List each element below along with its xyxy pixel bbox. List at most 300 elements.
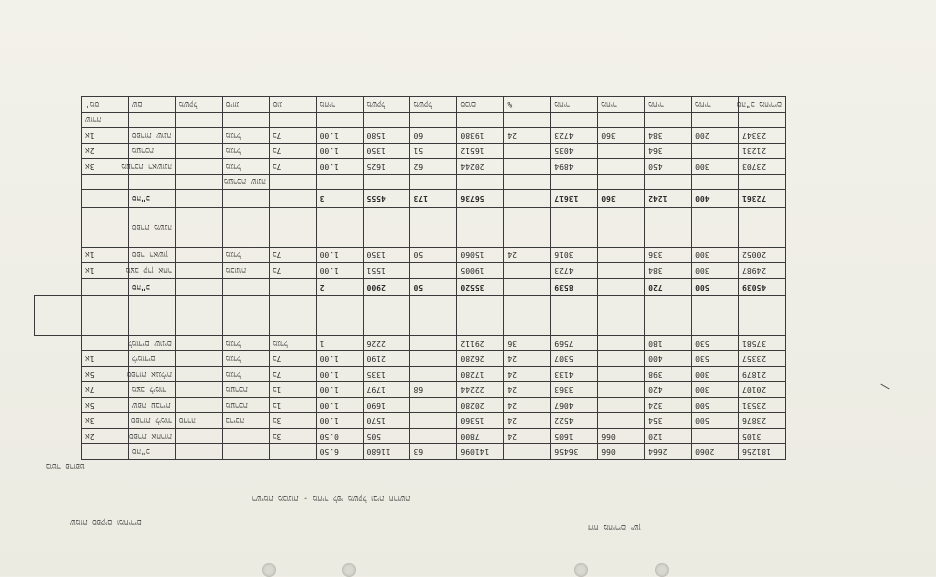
table-cell (598, 397, 645, 413)
punch-hole (655, 563, 669, 577)
table-cell: 23876 (739, 413, 786, 429)
table-cell: למודים שונים (128, 335, 175, 351)
table-cell (269, 296, 316, 335)
table-cell: 23703 (739, 159, 786, 175)
table-cell (222, 428, 269, 444)
table-cell: 1570 (363, 413, 410, 429)
table-cell: 7ב (269, 263, 316, 279)
table-cell: 24 (504, 413, 551, 429)
table-cell (739, 112, 786, 128)
table-cell: ספרת אחרות (128, 428, 175, 444)
table-cell: 200 (692, 128, 739, 144)
table-cell: 1א (81, 351, 128, 367)
table-cell (598, 382, 645, 398)
table-cell: 384 (645, 128, 692, 144)
table-row (35, 351, 786, 367)
table-row (35, 263, 786, 279)
table-cell (81, 444, 128, 460)
table-cell (363, 112, 410, 128)
table-cell (598, 296, 645, 335)
table-cell (410, 366, 457, 382)
data-table-rotated (34, 96, 786, 460)
table-cell: 7ב (269, 128, 316, 144)
table-cell (692, 296, 739, 335)
table-cell: סדרה (175, 413, 222, 429)
table-cell: 1א (81, 247, 128, 263)
footer-left: שמות ספקים ומחירים (70, 518, 142, 527)
table-cell: 1551 (363, 263, 410, 279)
table-cell (504, 263, 551, 279)
table-cell: 1580 (363, 128, 410, 144)
table-cell (551, 208, 598, 247)
table-row (35, 278, 786, 296)
table-cell: 364 (645, 143, 692, 159)
table-cell (410, 351, 457, 367)
table-cell (175, 444, 222, 460)
table-cell: סיווג (222, 97, 269, 113)
table-cell: סה"כ (128, 190, 175, 208)
table-cell: 1ב (269, 382, 316, 398)
table-cell: 1א (81, 128, 128, 144)
table-cell: סוג (269, 97, 316, 113)
table-cell: שורה (81, 112, 128, 128)
table-cell: 1350 (363, 143, 410, 159)
table-row (35, 335, 786, 351)
table-cell (410, 397, 457, 413)
table-cell (81, 174, 128, 190)
table-cell (598, 247, 645, 263)
table-cell (410, 335, 457, 351)
table-cell: 181256 (739, 444, 786, 460)
table-cell: סה"כ מחירים (739, 97, 786, 113)
table-cell: סה"כ (128, 444, 175, 460)
table-cell (316, 112, 363, 128)
table-cell (128, 174, 175, 190)
table-cell: 19380 (457, 128, 504, 144)
table-cell: מערכת (128, 143, 175, 159)
table-row (35, 190, 786, 208)
table-cell (410, 112, 457, 128)
table-cell: 300 (692, 263, 739, 279)
table-cell: 15060 (457, 247, 504, 263)
table-cell: 50 (410, 278, 457, 296)
table-cell: 56736 (457, 190, 504, 208)
table-cell: 4522 (551, 413, 598, 429)
table-cell: 7ב (269, 366, 316, 382)
table-cell: 23531 (739, 397, 786, 413)
table-cell: 1א (81, 263, 128, 279)
table-cell (175, 112, 222, 128)
table-cell: 1242 (645, 190, 692, 208)
table-cell: סכום (457, 97, 504, 113)
table-cell: 4555 (363, 190, 410, 208)
table-cell: בריכה (222, 413, 269, 429)
table-cell: 24 (504, 397, 551, 413)
table-cell (504, 296, 551, 335)
table-cell: 20280 (457, 397, 504, 413)
table-cell: שם (128, 97, 175, 113)
table-cell (504, 208, 551, 247)
table-cell (504, 143, 551, 159)
table-cell: 324 (645, 397, 692, 413)
table-cell (316, 174, 363, 190)
table-cell: מגדל (222, 335, 269, 351)
data-table (34, 96, 786, 460)
table-cell: משקל (410, 97, 457, 113)
table-cell: 35520 (457, 278, 504, 296)
table-cell (504, 112, 551, 128)
table-cell: ספר ראשון (128, 247, 175, 263)
table-cell: 1ב (269, 397, 316, 413)
table-cell (128, 296, 175, 335)
table-cell: מצב קרן אחר (128, 263, 175, 279)
table-cell (739, 174, 786, 190)
table-cell (222, 190, 269, 208)
table-cell (269, 174, 316, 190)
table-cell: ספרת משנה (128, 208, 175, 247)
table-cell: 2060 (692, 444, 739, 460)
table-cell: 7ב (269, 247, 316, 263)
table-cell: 2664 (645, 444, 692, 460)
table-cell: 720 (645, 278, 692, 296)
table-cell: מערכת ראשונה (128, 159, 175, 175)
table-cell (81, 335, 128, 351)
table-row (35, 143, 786, 159)
table-cell: 3ב (269, 413, 316, 429)
table-cell: 450 (645, 159, 692, 175)
table-cell (175, 278, 222, 296)
table-cell: 0.50 (316, 428, 363, 444)
table-cell (81, 208, 128, 247)
table-cell: 300 (692, 247, 739, 263)
table-cell: מגדל (222, 128, 269, 144)
table-cell (175, 397, 222, 413)
table-cell: 24 (504, 366, 551, 382)
table-cell: 24987 (739, 263, 786, 279)
table-cell: 3א (81, 413, 128, 429)
table-cell (222, 296, 269, 335)
table-cell: 1605 (551, 428, 598, 444)
table-cell: 13617 (551, 190, 598, 208)
table-cell: 1.00 (316, 413, 363, 429)
table-cell: 066 (598, 428, 645, 444)
table-cell (175, 366, 222, 382)
table-cell: 1.00 (316, 263, 363, 279)
table-cell: 384 (645, 263, 692, 279)
table-row (35, 382, 786, 398)
table-cell (363, 174, 410, 190)
table-cell (175, 263, 222, 279)
table-cell (222, 112, 269, 128)
table-cell: 500 (692, 278, 739, 296)
table-cell: 62 (410, 159, 457, 175)
table-cell: מחיר (692, 97, 739, 113)
table-cell (222, 208, 269, 247)
table-cell: 300 (692, 382, 739, 398)
table-cell (504, 159, 551, 175)
table-cell: 400 (645, 351, 692, 367)
table-cell (739, 296, 786, 335)
table-cell (175, 335, 222, 351)
table-cell: מגדל (269, 335, 316, 351)
table-cell: 1.00 (316, 366, 363, 382)
table-cell: 173 (410, 190, 457, 208)
footer-right: דוח מחירים ישן (588, 523, 641, 532)
table-cell (175, 247, 222, 263)
pen-mark (880, 384, 889, 390)
table-cell: 1797 (363, 382, 410, 398)
table-cell: 2190 (363, 351, 410, 367)
table-row (35, 128, 786, 144)
table-cell (81, 190, 128, 208)
table-cell (222, 278, 269, 296)
table-cell: ספרות שונה (128, 128, 175, 144)
table-row (35, 159, 786, 175)
table-cell: 16512 (457, 143, 504, 159)
punch-hole (262, 563, 276, 577)
table-cell: לימודים (128, 351, 175, 367)
table-cell: 6.50 (316, 444, 363, 460)
table-cell: 72361 (739, 190, 786, 208)
table-cell (175, 382, 222, 398)
table-cell (81, 296, 128, 335)
table-cell: 420 (645, 382, 692, 398)
table-cell (269, 112, 316, 128)
table-cell: 20244 (457, 159, 504, 175)
table-row (35, 397, 786, 413)
table-cell (551, 174, 598, 190)
table-cell: 24 (504, 428, 551, 444)
table-cell: 398 (645, 366, 692, 382)
table-cell: ספרות אנגלית (128, 366, 175, 382)
table-cell: 180 (645, 335, 692, 351)
table-cell: 141096 (457, 444, 504, 460)
table-cell: מחיר (551, 97, 598, 113)
table-cell: 354 (645, 413, 692, 429)
table-row (35, 174, 786, 190)
table-cell (739, 208, 786, 247)
table-cell (175, 143, 222, 159)
table-cell: 5א (81, 366, 128, 382)
table-cell: 3 (316, 190, 363, 208)
table-cell: 24 (504, 128, 551, 144)
table-cell (598, 366, 645, 382)
table-cell (35, 296, 82, 335)
table-row (35, 413, 786, 429)
table-cell (269, 278, 316, 296)
table-cell: 1.00 (316, 247, 363, 263)
table-cell: מערכת (222, 382, 269, 398)
table-cell (175, 128, 222, 144)
table-cell (551, 296, 598, 335)
table-cell: 1625 (363, 159, 410, 175)
table-cell (598, 159, 645, 175)
table-cell: מכונות (222, 263, 269, 279)
punch-hole (342, 563, 356, 577)
table-cell (128, 112, 175, 128)
table-cell: משקל (363, 97, 410, 113)
table-cell: 5307 (551, 351, 598, 367)
table-cell: 45039 (739, 278, 786, 296)
table-cell (410, 208, 457, 247)
table-cell: 1 (316, 335, 363, 351)
table-cell: מגדל (222, 366, 269, 382)
table-cell (457, 208, 504, 247)
table-cell: 505 (363, 428, 410, 444)
table-cell (410, 174, 457, 190)
punch-hole (574, 563, 588, 577)
table-cell (269, 208, 316, 247)
table-cell (222, 444, 269, 460)
table-cell: מגדל (222, 159, 269, 175)
table-cell (504, 444, 551, 460)
table-cell (410, 428, 457, 444)
table-cell: ספרות לימוד (128, 413, 175, 429)
table-cell: 2א (81, 143, 128, 159)
table-cell: 68 (410, 382, 457, 398)
table-cell: 400 (692, 190, 739, 208)
table-cell: 21231 (739, 143, 786, 159)
table-cell (504, 278, 551, 296)
table-cell (269, 444, 316, 460)
page-title: רשימת מכונות - מחיר לפי משקל ובית חרושת (252, 494, 411, 503)
table-cell (692, 174, 739, 190)
table-cell: 1.00 (316, 351, 363, 367)
table-row (35, 97, 786, 113)
table-cell: 15360 (457, 413, 504, 429)
table-cell: 26280 (457, 351, 504, 367)
table-cell (645, 112, 692, 128)
table-cell (692, 143, 739, 159)
table-cell: 20052 (739, 247, 786, 263)
table-cell: 3105 (739, 428, 786, 444)
table-cell: 50 (410, 247, 457, 263)
table-cell (692, 428, 739, 444)
table-cell (175, 174, 222, 190)
table-row (35, 366, 786, 382)
table-cell: 1.00 (316, 128, 363, 144)
table-cell: 60 (410, 128, 457, 144)
table-cell: 20107 (739, 382, 786, 398)
table-cell (269, 190, 316, 208)
table-cell: 1350 (363, 247, 410, 263)
table-cell (645, 174, 692, 190)
table-cell: 7א (81, 382, 128, 398)
table-cell (598, 278, 645, 296)
table-cell (410, 296, 457, 335)
table-cell (81, 278, 128, 296)
table-cell: 7ב (269, 351, 316, 367)
table-cell: 4723 (551, 263, 598, 279)
table-cell (598, 263, 645, 279)
table-cell (457, 112, 504, 128)
table-cell (645, 208, 692, 247)
table-cell: 2900 (363, 278, 410, 296)
table-cell: 7ב (269, 143, 316, 159)
table-row (35, 444, 786, 460)
table-cell: 7ב (269, 159, 316, 175)
table-cell (175, 190, 222, 208)
table-cell (175, 428, 222, 444)
table-cell: 1335 (363, 366, 410, 382)
table-cell (457, 174, 504, 190)
table-cell: מחיר (598, 97, 645, 113)
table-cell: 4035 (551, 143, 598, 159)
table-cell: 1.00 (316, 397, 363, 413)
table-cell (175, 208, 222, 247)
table-cell: 2א (81, 428, 128, 444)
table-cell: מגדל (222, 351, 269, 367)
table-cell: סה"כ (128, 278, 175, 296)
table-cell (504, 190, 551, 208)
table-cell: 19005 (457, 263, 504, 279)
table-cell: 120 (645, 428, 692, 444)
table-cell: 530 (692, 351, 739, 367)
table-cell: 23357 (739, 351, 786, 367)
table-cell (598, 112, 645, 128)
table-cell: מערכת (222, 397, 269, 413)
table-cell: 51 (410, 143, 457, 159)
table-cell (645, 296, 692, 335)
table-cell: 7569 (551, 335, 598, 351)
table-cell: 24 (504, 351, 551, 367)
table-row (35, 112, 786, 128)
table-cell (316, 208, 363, 247)
table-cell (410, 263, 457, 279)
table-cell: מס' (81, 97, 128, 113)
table-cell: 63 (410, 444, 457, 460)
table-cell: שפה עברית (128, 397, 175, 413)
table-cell (692, 208, 739, 247)
table-cell: 4723 (551, 128, 598, 144)
table-cell: 2 (316, 278, 363, 296)
table-cell: מצב לימוד (128, 382, 175, 398)
table-cell: 3א (81, 159, 128, 175)
table-cell (598, 351, 645, 367)
table-cell: 22244 (457, 382, 504, 398)
table-cell (175, 296, 222, 335)
table-cell (598, 335, 645, 351)
table-cell (363, 296, 410, 335)
table-cell (410, 413, 457, 429)
table-cell (598, 174, 645, 190)
table-cell (316, 296, 363, 335)
table-cell: 11680 (363, 444, 410, 460)
table-cell: 1.00 (316, 159, 363, 175)
table-cell: מחיר (316, 97, 363, 113)
table-cell: 4894 (551, 159, 598, 175)
table-cell: 336 (645, 247, 692, 263)
table-cell: % (504, 97, 551, 113)
table-cell: 300 (692, 159, 739, 175)
table-cell: מגדל (222, 247, 269, 263)
table-cell: 360 (598, 128, 645, 144)
table-cell: 36 (504, 335, 551, 351)
table-cell: 500 (692, 413, 739, 429)
table-cell: 8539 (551, 278, 598, 296)
table-cell (504, 174, 551, 190)
table-cell: 3363 (551, 382, 598, 398)
table-cell (692, 112, 739, 128)
table-cell: 1690 (363, 397, 410, 413)
table-cell (363, 208, 410, 247)
table-cell: 37581 (739, 335, 786, 351)
table-cell: משקל (175, 97, 222, 113)
table-cell: 17280 (457, 366, 504, 382)
table-cell (457, 296, 504, 335)
table-cell (598, 143, 645, 159)
table-cell: 5א (81, 397, 128, 413)
